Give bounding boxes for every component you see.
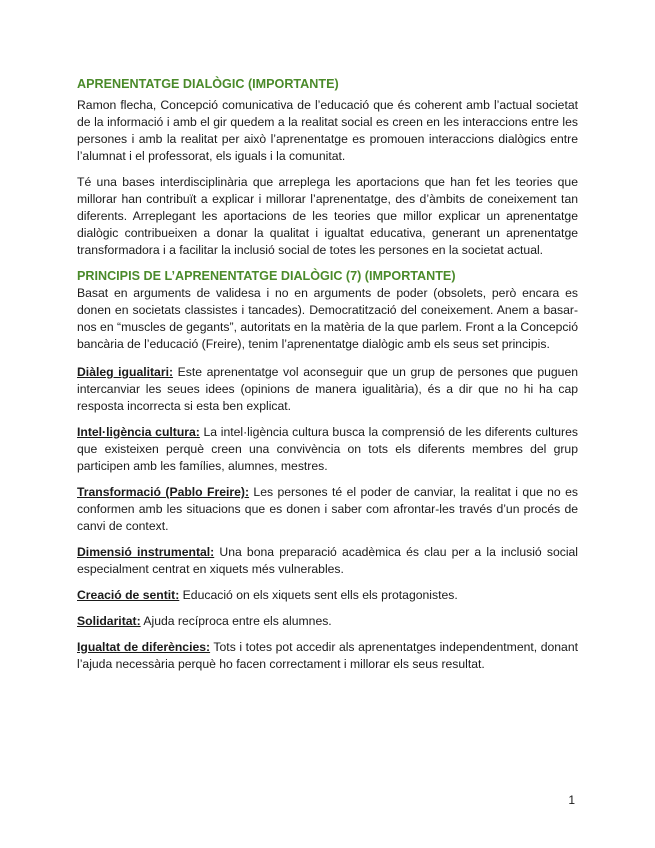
principle-item-intelligencia-cultura <box>77 424 578 475</box>
page-number: 1 <box>568 793 575 807</box>
principle-item-transformacio <box>77 484 578 535</box>
principle-term: Dimensió instrumental: <box>77 545 215 559</box>
principle-text: Ajuda recíproca entre els alumnes. <box>140 614 332 628</box>
principle-text: Les persones té el poder de canviar, la realitat i que no es conformen amb les situacions que es donen i saber com afrontar-les través d’un procés de canvi de context. <box>77 485 578 533</box>
principle-text: La intel·ligència cultura busca la comprensió de les diferents cultures que existeixen perquè creen una convivència on tots els diferents membres del grup participen amb les famílies, alumnes, mestres. <box>77 425 578 473</box>
principle-item-igualtat-de-diferencies <box>77 639 578 673</box>
principle-item-dimensio-instrumental <box>77 544 578 578</box>
principle-item-creacio-de-sentit <box>77 587 578 604</box>
section-heading-principis: PRINCIPIS DE L’APRENENTATGE DIALÒGIC (7) (IMPORTANTE) <box>77 269 456 283</box>
principle-term: Intel·ligència cultura: <box>77 425 200 439</box>
document-page <box>77 76 578 682</box>
principle-term: Solidaritat: <box>77 614 141 628</box>
paragraph-ramon-flecha: Ramon flecha, Concepció comunicativa de l’educació que és coherent amb l’actual societat de la informació i amb el gir quedem a la realitat social es creen en les interaccions entre les persones i amb la realitat per això l’aprenentatge es promouen interaccions dialògics entre l’alumnat i el professorat, els iguals i la comunitat. <box>77 98 578 163</box>
paragraph-interdisciplinary-base: Té una bases interdisciplinària que arreplega les aportacions que han fet les teories que millorar han contribuït a explicar i millorar l’aprenentatge, des d’àmbits de coneixement tan diferents. Arreplegant les aportacions de les teories que millor explicar un aprenentatge dialògic contribueixen a donar la qualitat i igualtat educativa, generant un aprenentatge transformadora i a facilitar la inclusió social de totes les persones en la societat actual. <box>77 175 578 257</box>
principle-term: Igualtat de diferències: <box>77 640 211 654</box>
principle-text: Tots i totes pot accedir als aprenentatges independentment, donant l’ajuda necessària perquè ho facen correctament i millorar els seus resultat. <box>77 640 578 671</box>
principle-term: Diàleg igualitari: <box>77 365 174 379</box>
principle-term: Creació de sentit: <box>77 588 180 602</box>
principle-text: Una bona preparació acadèmica és clau per a la inclusió social especialment centrat en xiquets més vulnerables. <box>77 545 579 576</box>
paragraph-principis-intro: Basat en arguments de validesa i no en arguments de poder (obsolets, però encara es donen en societats classistes i tancades). Democratització del coneixement. Anem a basar-nos en “muscles de gegants”, autoritats en la matèria de la que parlem. Front a la Concepció bancària de l’educació (Freire), tenim l’aprenentatge dialògic amb els seus set principis. <box>77 286 578 351</box>
principle-item-solidaritat <box>77 613 578 630</box>
principle-term: Transformació (Pablo Freire): <box>77 485 250 499</box>
principle-text: Educació on els xiquets sent ells els protagonistes. <box>179 588 458 602</box>
principle-text: Este aprenentatge vol aconseguir que un grup de persones que puguen intercanviar les seues idees (opinions de manera igualitària), és a dir que no hi ha cap resposta incorrecta si esta ben explicat. <box>77 365 578 413</box>
section-heading-aprenentatge-dialogic: APRENENTATGE DIALÒGIC (IMPORTANTE) <box>77 77 339 91</box>
principle-item-dialeg-igualitari <box>77 364 578 415</box>
